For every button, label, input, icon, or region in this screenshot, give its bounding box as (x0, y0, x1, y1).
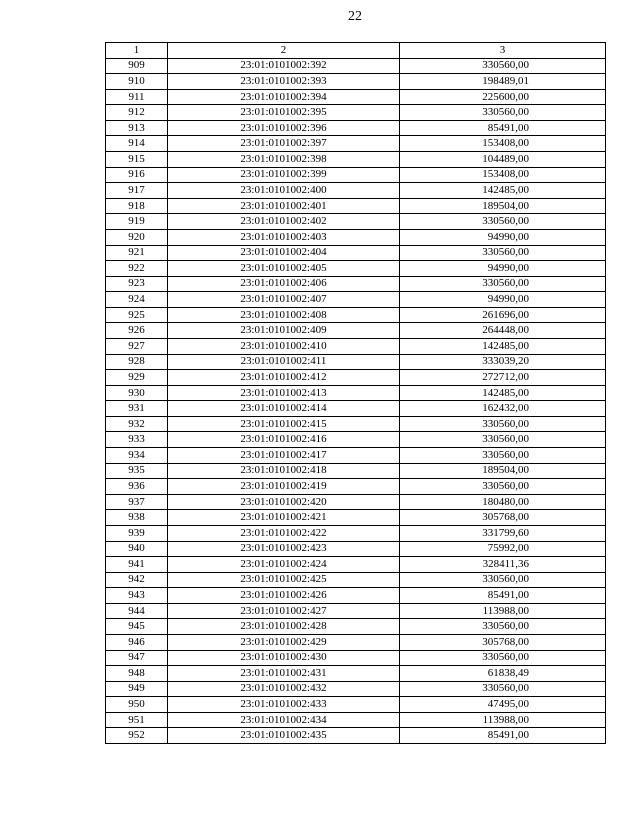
cadastral-number-cell: 23:01:0101002:424 (168, 557, 400, 573)
cadastral-number-cell: 23:01:0101002:402 (168, 214, 400, 230)
row-number-cell: 927 (106, 338, 168, 354)
table-row (106, 557, 606, 573)
table-row (106, 198, 606, 214)
table-row (106, 525, 606, 541)
table-row (106, 479, 606, 495)
row-number-cell: 951 (106, 712, 168, 728)
table-row (106, 136, 606, 152)
table-row (106, 183, 606, 199)
cadastral-number-cell: 23:01:0101002:409 (168, 323, 400, 339)
header-cell-index: 1 (106, 43, 168, 59)
cadastral-number-cell: 23:01:0101002:417 (168, 448, 400, 464)
table-row (106, 58, 606, 74)
row-number-cell: 942 (106, 572, 168, 588)
table-row (106, 105, 606, 121)
row-number-cell: 940 (106, 541, 168, 557)
row-number-cell: 943 (106, 588, 168, 604)
row-number-cell: 935 (106, 463, 168, 479)
value-cell: 330560,00 (400, 245, 606, 261)
row-number-cell: 949 (106, 681, 168, 697)
cadastral-number-cell: 23:01:0101002:435 (168, 728, 400, 744)
row-number-cell: 950 (106, 697, 168, 713)
row-number-cell: 946 (106, 634, 168, 650)
value-cell: 330560,00 (400, 432, 606, 448)
row-number-cell: 947 (106, 650, 168, 666)
row-number-cell: 914 (106, 136, 168, 152)
table-row (106, 307, 606, 323)
table-row (106, 261, 606, 277)
value-cell: 330560,00 (400, 105, 606, 121)
cadastral-number-cell: 23:01:0101002:406 (168, 276, 400, 292)
row-number-cell: 938 (106, 510, 168, 526)
cadastral-number-cell: 23:01:0101002:420 (168, 494, 400, 510)
table-body (106, 58, 606, 743)
row-number-cell: 922 (106, 261, 168, 277)
cadastral-number-cell: 23:01:0101002:397 (168, 136, 400, 152)
cadastral-number-cell: 23:01:0101002:392 (168, 58, 400, 74)
row-number-cell: 929 (106, 370, 168, 386)
row-number-cell: 911 (106, 89, 168, 105)
table-row (106, 74, 606, 90)
value-cell: 189504,00 (400, 463, 606, 479)
value-cell: 330560,00 (400, 572, 606, 588)
value-cell: 330560,00 (400, 681, 606, 697)
value-cell: 113988,00 (400, 712, 606, 728)
row-number-cell: 917 (106, 183, 168, 199)
row-number-cell: 926 (106, 323, 168, 339)
cadastral-number-cell: 23:01:0101002:399 (168, 167, 400, 183)
table-row (106, 214, 606, 230)
value-cell: 75992,00 (400, 541, 606, 557)
header-cell-value: 3 (400, 43, 606, 59)
value-cell: 330560,00 (400, 650, 606, 666)
table-row (106, 448, 606, 464)
row-number-cell: 925 (106, 307, 168, 323)
value-cell: 94990,00 (400, 292, 606, 308)
table-row (106, 338, 606, 354)
value-cell: 330560,00 (400, 58, 606, 74)
cadastral-number-cell: 23:01:0101002:393 (168, 74, 400, 90)
table-row (106, 276, 606, 292)
row-number-cell: 923 (106, 276, 168, 292)
cadastral-number-cell: 23:01:0101002:414 (168, 401, 400, 417)
table-row (106, 292, 606, 308)
table-row (106, 229, 606, 245)
table-row (106, 401, 606, 417)
table-row (106, 728, 606, 744)
row-number-cell: 912 (106, 105, 168, 121)
cadastral-number-cell: 23:01:0101002:422 (168, 525, 400, 541)
header-cell-cadastral-number: 2 (168, 43, 400, 59)
row-number-cell: 936 (106, 479, 168, 495)
table-row (106, 510, 606, 526)
cadastral-number-cell: 23:01:0101002:430 (168, 650, 400, 666)
value-cell: 153408,00 (400, 167, 606, 183)
value-cell: 189504,00 (400, 198, 606, 214)
cadastral-number-cell: 23:01:0101002:415 (168, 416, 400, 432)
value-cell: 305768,00 (400, 510, 606, 526)
row-number-cell: 931 (106, 401, 168, 417)
cadastral-number-cell: 23:01:0101002:433 (168, 697, 400, 713)
cadastral-number-cell: 23:01:0101002:396 (168, 120, 400, 136)
row-number-cell: 913 (106, 120, 168, 136)
cadastral-number-cell: 23:01:0101002:401 (168, 198, 400, 214)
value-cell: 142485,00 (400, 183, 606, 199)
cadastral-number-cell: 23:01:0101002:429 (168, 634, 400, 650)
table-row (106, 463, 606, 479)
value-cell: 61838,49 (400, 666, 606, 682)
value-cell: 104489,00 (400, 152, 606, 168)
value-cell: 331799,60 (400, 525, 606, 541)
table-row (106, 650, 606, 666)
table-row (106, 323, 606, 339)
value-cell: 142485,00 (400, 338, 606, 354)
cadastral-table (105, 42, 606, 744)
table-row (106, 370, 606, 386)
row-number-cell: 924 (106, 292, 168, 308)
value-cell: 47495,00 (400, 697, 606, 713)
table-row (106, 385, 606, 401)
cadastral-number-cell: 23:01:0101002:405 (168, 261, 400, 277)
value-cell: 162432,00 (400, 401, 606, 417)
row-number-cell: 930 (106, 385, 168, 401)
cadastral-number-cell: 23:01:0101002:427 (168, 603, 400, 619)
row-number-cell: 916 (106, 167, 168, 183)
cadastral-number-cell: 23:01:0101002:413 (168, 385, 400, 401)
cadastral-number-cell: 23:01:0101002:410 (168, 338, 400, 354)
row-number-cell: 939 (106, 525, 168, 541)
table-row (106, 572, 606, 588)
row-number-cell: 920 (106, 229, 168, 245)
table-header-row (106, 43, 606, 59)
table-row (106, 120, 606, 136)
value-cell: 330560,00 (400, 214, 606, 230)
value-cell: 330560,00 (400, 479, 606, 495)
row-number-cell: 952 (106, 728, 168, 744)
table-row (106, 697, 606, 713)
value-cell: 198489,01 (400, 74, 606, 90)
row-number-cell: 918 (106, 198, 168, 214)
cadastral-number-cell: 23:01:0101002:407 (168, 292, 400, 308)
row-number-cell: 941 (106, 557, 168, 573)
value-cell: 330560,00 (400, 416, 606, 432)
value-cell: 261696,00 (400, 307, 606, 323)
cadastral-number-cell: 23:01:0101002:411 (168, 354, 400, 370)
value-cell: 330560,00 (400, 276, 606, 292)
cadastral-number-cell: 23:01:0101002:412 (168, 370, 400, 386)
value-cell: 328411,36 (400, 557, 606, 573)
value-cell: 94990,00 (400, 261, 606, 277)
cadastral-number-cell: 23:01:0101002:421 (168, 510, 400, 526)
cadastral-number-cell: 23:01:0101002:403 (168, 229, 400, 245)
value-cell: 142485,00 (400, 385, 606, 401)
value-cell: 264448,00 (400, 323, 606, 339)
row-number-cell: 915 (106, 152, 168, 168)
table-row (106, 245, 606, 261)
value-cell: 305768,00 (400, 634, 606, 650)
row-number-cell: 921 (106, 245, 168, 261)
table-row (106, 666, 606, 682)
cadastral-number-cell: 23:01:0101002:431 (168, 666, 400, 682)
row-number-cell: 932 (106, 416, 168, 432)
cadastral-number-cell: 23:01:0101002:428 (168, 619, 400, 635)
cadastral-number-cell: 23:01:0101002:404 (168, 245, 400, 261)
value-cell: 225600,00 (400, 89, 606, 105)
table-row (106, 681, 606, 697)
table-row (106, 494, 606, 510)
cadastral-number-cell: 23:01:0101002:419 (168, 479, 400, 495)
value-cell: 85491,00 (400, 120, 606, 136)
table-row (106, 152, 606, 168)
table-row (106, 416, 606, 432)
cadastral-number-cell: 23:01:0101002:416 (168, 432, 400, 448)
value-cell: 113988,00 (400, 603, 606, 619)
cadastral-number-cell: 23:01:0101002:426 (168, 588, 400, 604)
table-row (106, 541, 606, 557)
cadastral-number-cell: 23:01:0101002:425 (168, 572, 400, 588)
table-row (106, 167, 606, 183)
cadastral-number-cell: 23:01:0101002:394 (168, 89, 400, 105)
cadastral-number-cell: 23:01:0101002:418 (168, 463, 400, 479)
row-number-cell: 937 (106, 494, 168, 510)
row-number-cell: 910 (106, 74, 168, 90)
cadastral-number-cell: 23:01:0101002:395 (168, 105, 400, 121)
table-row (106, 432, 606, 448)
table-row (106, 619, 606, 635)
cadastral-number-cell: 23:01:0101002:400 (168, 183, 400, 199)
value-cell: 153408,00 (400, 136, 606, 152)
row-number-cell: 909 (106, 58, 168, 74)
table-row (106, 634, 606, 650)
row-number-cell: 933 (106, 432, 168, 448)
value-cell: 85491,00 (400, 728, 606, 744)
value-cell: 94990,00 (400, 229, 606, 245)
table-row (106, 89, 606, 105)
page-number: 22 (348, 9, 362, 24)
cadastral-number-cell: 23:01:0101002:408 (168, 307, 400, 323)
table-row (106, 354, 606, 370)
cadastral-number-cell: 23:01:0101002:434 (168, 712, 400, 728)
cadastral-number-cell: 23:01:0101002:432 (168, 681, 400, 697)
row-number-cell: 948 (106, 666, 168, 682)
row-number-cell: 945 (106, 619, 168, 635)
row-number-cell: 944 (106, 603, 168, 619)
cadastral-table-container (105, 42, 606, 744)
cadastral-number-cell: 23:01:0101002:423 (168, 541, 400, 557)
row-number-cell: 934 (106, 448, 168, 464)
value-cell: 330560,00 (400, 448, 606, 464)
value-cell: 85491,00 (400, 588, 606, 604)
row-number-cell: 928 (106, 354, 168, 370)
table-row (106, 712, 606, 728)
row-number-cell: 919 (106, 214, 168, 230)
table-row (106, 603, 606, 619)
table-row (106, 588, 606, 604)
value-cell: 180480,00 (400, 494, 606, 510)
value-cell: 330560,00 (400, 619, 606, 635)
value-cell: 272712,00 (400, 370, 606, 386)
cadastral-number-cell: 23:01:0101002:398 (168, 152, 400, 168)
value-cell: 333039,20 (400, 354, 606, 370)
